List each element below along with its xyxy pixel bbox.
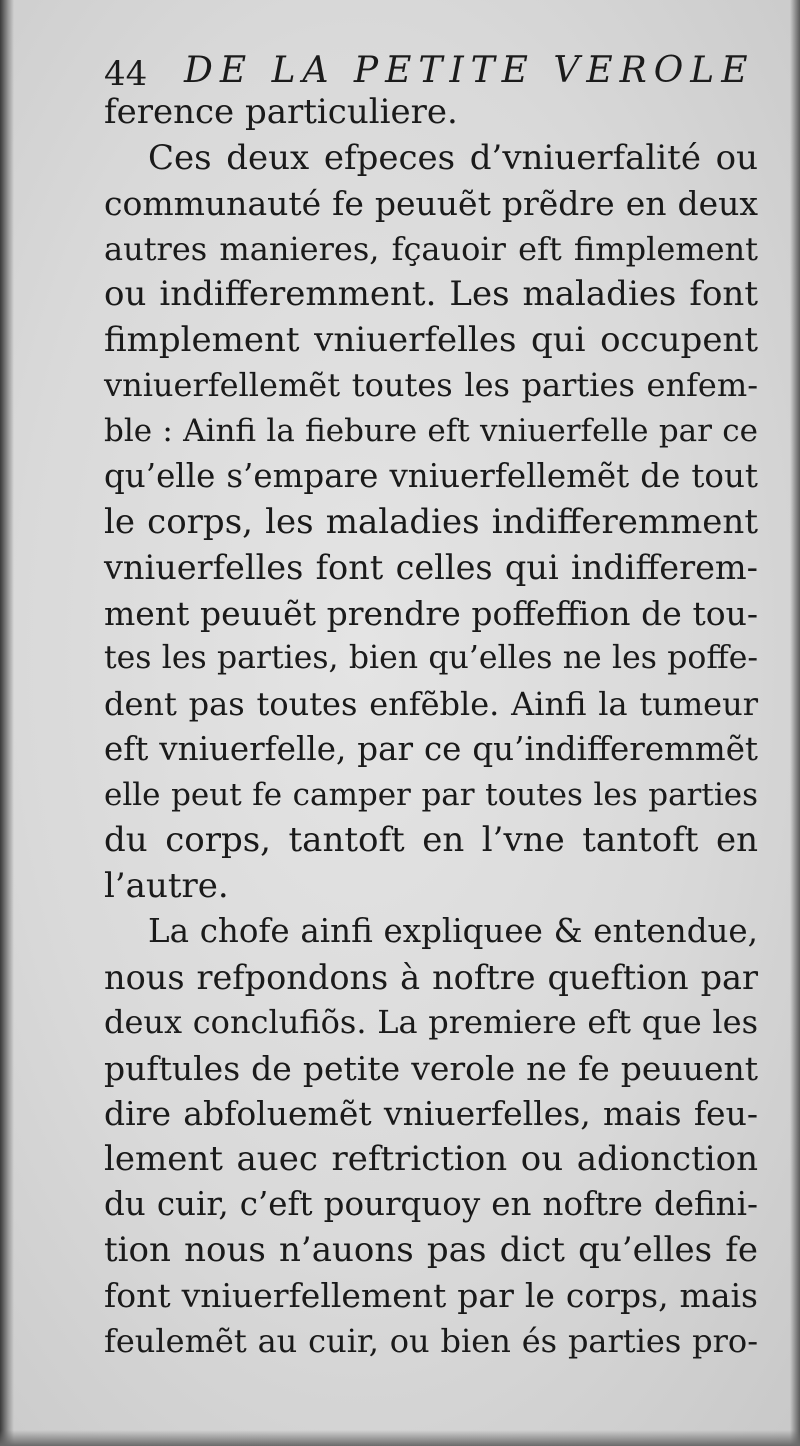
text-line: nous refpondons à noftre queftion par [104, 957, 758, 997]
text-line: vniuerfelles font celles qui indifferem- [104, 548, 758, 587]
text-line: Ces deux efpeces d’vniuerfalité ou [148, 137, 758, 178]
body-text [104, 90, 758, 1364]
page-header [104, 42, 755, 94]
text-line: lement auec reftriction ou adionction [104, 1138, 758, 1179]
text-line: feulemẽt au cuir, ou bien és parties pro- [104, 1321, 758, 1360]
page-edge-bottom [0, 1430, 800, 1446]
text-line: tes les parties, bien qu’elles ne les poffe- [104, 640, 758, 676]
page-edge-left [0, 0, 14, 1446]
text-line: l’autre. [104, 865, 229, 906]
text-line: du cuir, c’eft pourquoy en noftre defini- [104, 1185, 758, 1223]
text-line: dent pas toutes enfẽble. Ainfi la tumeur [104, 684, 758, 723]
text-line: font vniuerfellement par le corps, mais [104, 1276, 758, 1315]
text-line: le corps, les maladies indifferemment [104, 501, 758, 542]
text-line: eft vniuerfelle, par ce qu’indifferemmẽt [104, 730, 758, 768]
text-line: qu’elle s’empare vniuerfellemẽt de tout [104, 457, 758, 495]
page-edge-right [790, 0, 800, 1446]
text-line: ference particuliere. [104, 92, 458, 132]
text-line: ble : Ainfi la fiebure eft vniuerfelle par ce [104, 412, 758, 449]
text-line: communauté fe peuuẽt prẽdre en deux [104, 184, 758, 223]
text-line: ment peuuẽt prendre poffeffion de tou- [104, 593, 758, 633]
text-line: du corps, tantoft en l’vne tantoft en [104, 820, 758, 860]
text-line: vniuerfellemẽt toutes les parties enfem- [104, 366, 758, 404]
text-line: La chofe ainfi expliquee & entendue, [148, 912, 758, 950]
text-line: fimplement vniuerfelles qui occupent [104, 319, 758, 360]
text-line: deux conclufiõs. La premiere eft que les [104, 1003, 758, 1041]
text-line: ou indifferemment. Les maladies font [104, 274, 758, 314]
text-line: puftules de petite verole ne fe peuuent [104, 1048, 758, 1088]
text-line: autres manieres, fçauoir eft fimplement [104, 229, 758, 268]
page-number: 44 [104, 54, 148, 94]
text-line: dire abfoluemẽt vniuerfelles, mais feu- [104, 1094, 758, 1133]
text-line: elle peut fe camper par toutes les parties [104, 776, 758, 813]
text-line: tion nous n’auons pas dict qu’elles fe [104, 1229, 758, 1270]
running-title: DE LA PETITE VEROLE [184, 50, 755, 91]
